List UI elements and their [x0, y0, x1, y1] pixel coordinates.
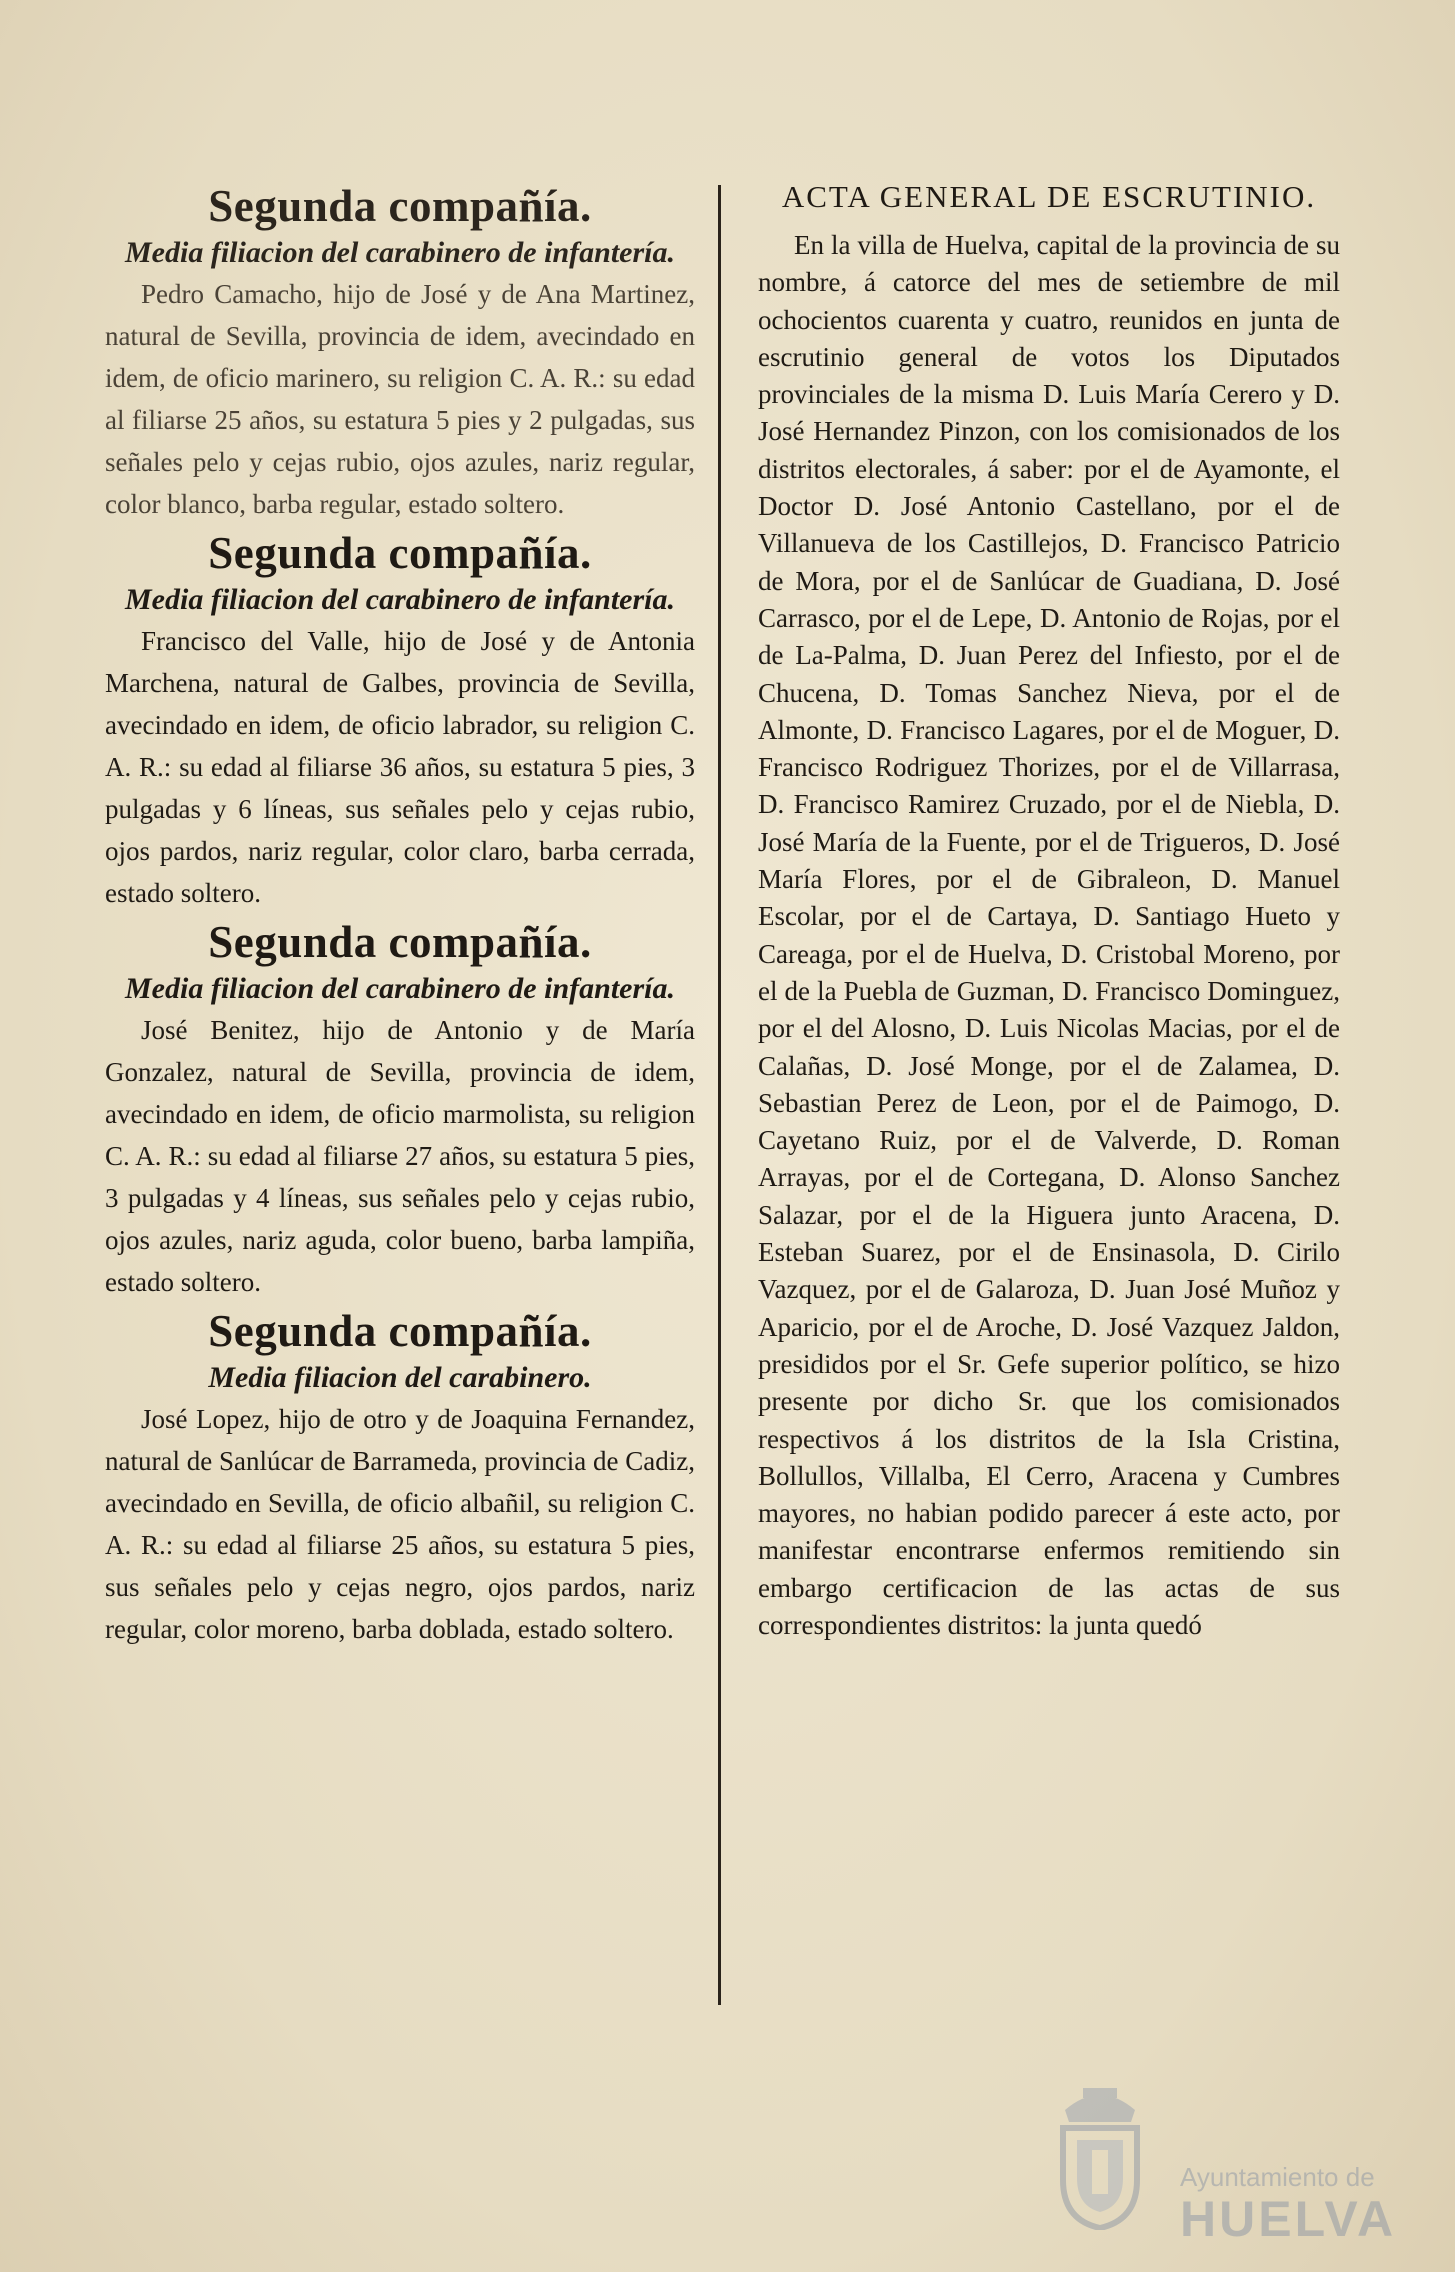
act-title: ACTA GENERAL DE ESCRUTINIO.	[781, 179, 1317, 214]
section-body: José Benitez, hijo de Antonio y de María Gonzalez, natural de Sevilla, provincia de idem, avecindado en idem, de oficio marmolista, su religion C. A. R.: su edad al filiarse 27 años, su estatura 5 pies, 3 pulgadas y 4 líneas, sus señales pelo y cejas rubio, ojos azules, nariz aguda, color bueno, barba lampiña, estado soltero.	[105, 1015, 695, 1297]
filiation-section	[105, 1305, 695, 1650]
left-column	[105, 180, 695, 1652]
watermark-line1: Ayuntamiento de	[1180, 2162, 1375, 2192]
section-title: Segunda compañía.	[208, 1306, 592, 1356]
section-subtitle: Media filiacion del carabinero de infantería.	[125, 236, 675, 269]
filiation-section	[105, 527, 695, 914]
section-title: Segunda compañía.	[208, 181, 592, 231]
section-title: Segunda compañía.	[208, 917, 592, 967]
act-body: En la villa de Huelva, capital de la provincia de su nombre, á catorce del mes de setiembre de mil ochocientos cuarenta y cuatro, reunidos en junta de escrutinio general de votos los Diputados provinciales de la misma D. Luis María Cerero y D. José Hernandez Pinzon, con los comisionados de los distritos electorales, á saber: por el de Ayamonte, el Doctor D. José Antonio Castellano, por el de Villanueva de los Castillejos, D. Francisco Patricio de Mora, por el de Sanlúcar de Guadiana, D. José Carrasco, por el de Lepe, D. Antonio de Rojas, por el de La-Palma, D. Juan Perez del Infiesto, por el de Chucena, D. Tomas Sanchez Nieva, por el de Almonte, D. Francisco Lagares, por el de Moguer, D. Francisco Rodriguez Thorizes, por el de Villarrasa, D. Francisco Ramirez Cruzado, por el de Niebla, D. José María de la Fuente, por el de Trigueros, D. José María Flores, por el de Gibraleon, D. Manuel Escolar, por el de Cartaya, D. Santiago Hueto y Careaga, por el de Huelva, D. Cristobal Moreno, por el de la Puebla de Guzman, D. Francisco Dominguez, por el del Alosno, D. Luis Nicolas Macias, por el de Calañas, D. José Monge, por el de Zalamea, D. Sebastian Perez de Leon, por el de Paimogo, D. Cayetano Ruiz, por el de Valverde, D. Roman Arrayas, por el de Cortegana, D. Alonso Sanchez Salazar, por el de la Higuera junto Aracena, D. Esteban Suarez, por el de Ensinasola, D. Cirilo Vazquez, por el de Galaroza, D. Juan José Muñoz y Aparicio, por el de Aroche, D. José Vazquez Jaldon, presididos por el Sr. Gefe superior político, se hizo presente por dicho Sr. que los comisionados respectivos á los distritos de la Isla Cristina, Bollullos, Villalba, El Cerro, Aracena y Cumbres mayores, no habian podido parecer á este acto, por manifestar encontrarse enfermos remitiendo sin embargo certificacion de las actas de sus correspondientes distritos: la junta quedó	[758, 230, 1340, 1640]
section-subtitle: Media filiacion del carabinero de infantería.	[125, 583, 675, 616]
filiation-section	[105, 180, 695, 525]
section-subtitle: Media filiacion del carabinero.	[208, 1361, 592, 1394]
watermark-line2: HUELVA	[1180, 2191, 1397, 2247]
right-column	[758, 175, 1340, 1644]
filiation-section	[105, 916, 695, 1303]
section-subtitle: Media filiacion del carabinero de infantería.	[125, 972, 675, 1005]
section-title: Segunda compañía.	[208, 528, 592, 578]
column-divider	[718, 185, 721, 2005]
archive-watermark	[1040, 2070, 1400, 2247]
section-body: Francisco del Valle, hijo de José y de Antonia Marchena, natural de Galbes, provincia de Sevilla, avecindado en idem, de oficio labrador, su religion C. A. R.: su edad al filiarse 36 años, su estatura 5 pies, 3 pulgadas y 6 líneas, sus señales pelo y cejas rubio, ojos pardos, nariz regular, color claro, barba cerrada, estado soltero.	[105, 626, 695, 908]
section-body: José Lopez, hijo de otro y de Joaquina Fernandez, natural de Sanlúcar de Barrameda, provincia de Cadiz, avecindado en Sevilla, de oficio albañil, su religion C. A. R.: su edad al filiarse 25 años, su estatura 5 pies, sus señales pelo y cejas negro, ojos pardos, nariz regular, color moreno, barba doblada, estado soltero.	[105, 1404, 695, 1644]
section-body: Pedro Camacho, hijo de José y de Ana Martinez, natural de Sevilla, provincia de idem, avecindado en idem, de oficio marinero, su religion C. A. R.: su edad al filiarse 25 años, su estatura 5 pies y 2 pulgadas, sus señales pelo y cejas rubio, ojos azules, nariz regular, color blanco, barba regular, estado soltero.	[105, 279, 695, 519]
huelva-crest-icon	[1045, 2070, 1155, 2230]
